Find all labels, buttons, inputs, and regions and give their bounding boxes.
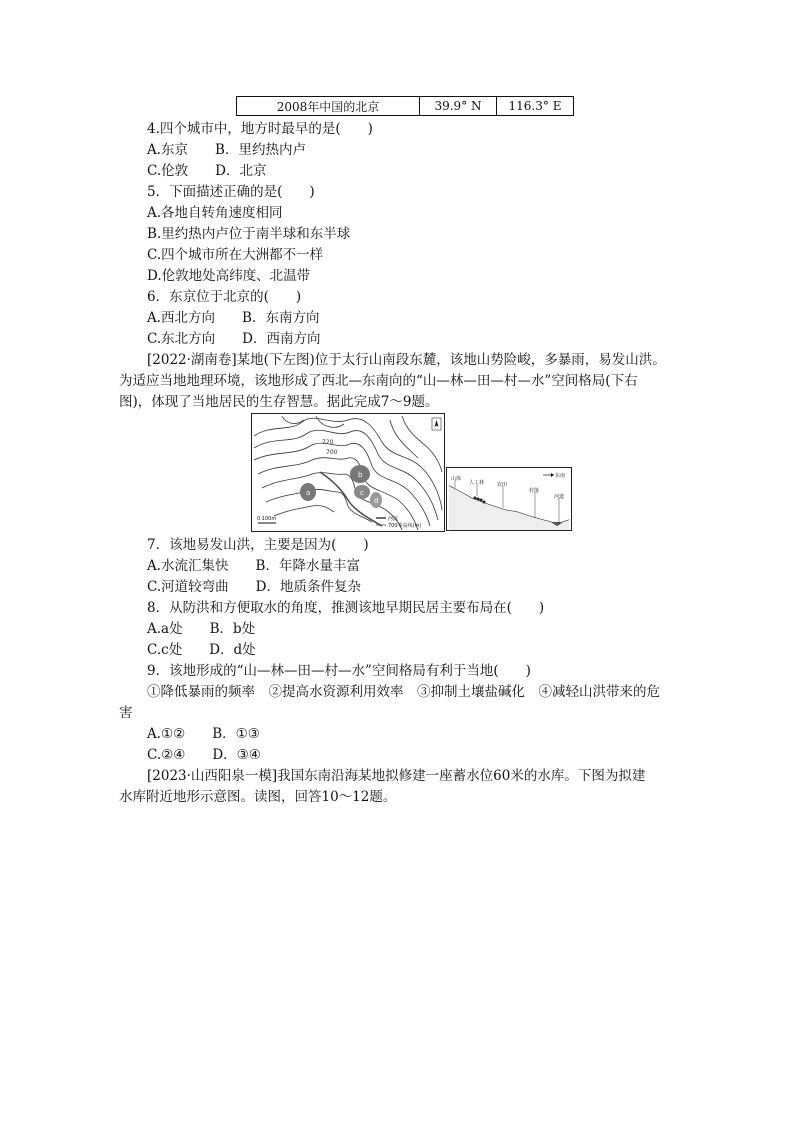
q8-options-1: A.a处 B．b处 xyxy=(147,621,256,637)
q4-options-1: A.东京 B．里约热内卢 xyxy=(147,142,306,158)
table-cell-lon: 116.3° E xyxy=(497,97,574,116)
contour-label-700: 700 xyxy=(326,449,338,456)
north-arrow xyxy=(432,418,441,430)
q5-option-c: C.四个城市所在大洲都不一样 xyxy=(147,247,324,263)
label-field: 农田 xyxy=(497,482,508,488)
cross-section-figure xyxy=(446,467,572,531)
q6-stem: 6．东京位于北京的( ) xyxy=(147,289,302,305)
contour-label-720: 720 xyxy=(322,439,334,446)
legend-contour-label: 700等高线(m) xyxy=(388,523,422,529)
q8-options-2: C.c处 D．d处 xyxy=(147,642,256,658)
q9-stem: 9．该地形成的“山—林—田—村—水”空间格局有利于当地( ) xyxy=(147,663,531,679)
q8-stem: 8．从防洪和方便取水的角度，推测该地早期民居主要布局在( ) xyxy=(147,600,545,616)
intro-7-9-line2: 为适应当地地理环境，该地形成了西北—东南向的“山—林—田—村—水”空间格局(下右 xyxy=(119,373,638,389)
label-b: b xyxy=(358,471,363,479)
q9-items-line2: 害 xyxy=(119,705,133,721)
q5-option-a: A.各地自转角速度相同 xyxy=(147,205,283,221)
label-c: c xyxy=(360,489,364,497)
q9-items-line1: ①降低暴雨的频率 ②提高水资源利用效率 ③抑制土壤盐碱化 ④减轻山洪带来的危 xyxy=(147,684,660,700)
q4-stem: 4.四个城市中，地方时最早的是( ) xyxy=(147,121,373,137)
label-d: d xyxy=(374,497,379,505)
q7-options-2: C.河道较弯曲 D．地质条件复杂 xyxy=(147,579,361,595)
intro-10-12-line1: [2023·山西阳泉一模]我国东南沿海某地拟修建一座蓄水位60米的水库。下图为拟建 xyxy=(147,768,646,784)
cross-section-svg xyxy=(447,468,571,530)
label-river: 河道 xyxy=(554,494,565,500)
terrain-fill xyxy=(449,486,569,530)
label-mountain: 山体 xyxy=(451,476,462,482)
q7-stem: 7．该地易发山洪，主要是因为( ) xyxy=(147,537,369,553)
label-forest: 人工林 xyxy=(469,480,485,486)
label-a: a xyxy=(306,489,311,497)
q5-option-b: B.里约热内卢位于南半球和东半球 xyxy=(147,226,351,242)
q5-stem: 5．下面描述正确的是( ) xyxy=(147,184,315,200)
intro-10-12-line2: 水库附近地形示意图。读图，回答10～12题。 xyxy=(119,789,397,805)
contour-map-svg xyxy=(252,414,444,531)
direction-arrowhead-icon xyxy=(551,473,554,477)
legend-river-label: 河流 xyxy=(388,516,399,522)
contour-map-figure xyxy=(251,413,445,532)
table-cell-lat: 39.9° N xyxy=(420,97,497,116)
q6-options-2: C.东北方向 D．西南方向 xyxy=(147,331,321,347)
table-cell-place: 2008年中国的北京 xyxy=(237,97,420,116)
direction-label: 东南 xyxy=(555,473,566,479)
city-table xyxy=(236,96,574,116)
intro-7-9-line3: 图)，体现了当地居民的生存智慧。据此完成7～9题。 xyxy=(119,394,439,410)
table-row xyxy=(237,97,574,116)
q6-options-1: A.西北方向 B．东南方向 xyxy=(147,310,320,326)
q4-options-2: C.伦敦 D．北京 xyxy=(147,163,267,179)
q5-option-d: D.伦敦地处高纬度、北温带 xyxy=(147,268,311,284)
q9-options-1: A.①② B．①③ xyxy=(147,726,260,742)
q9-options-2: C.②④ D．③④ xyxy=(147,747,261,763)
intro-7-9-line1: [2022·湖南卷]某地(下左图)位于太行山南段东麓，该地山势险峻，多暴雨，易发山洪。 xyxy=(147,352,666,368)
scale-label: 0 100m xyxy=(257,516,277,522)
label-village: 村落 xyxy=(529,488,540,494)
q7-options-1: A.水流汇集快 B．年降水量丰富 xyxy=(147,558,360,574)
